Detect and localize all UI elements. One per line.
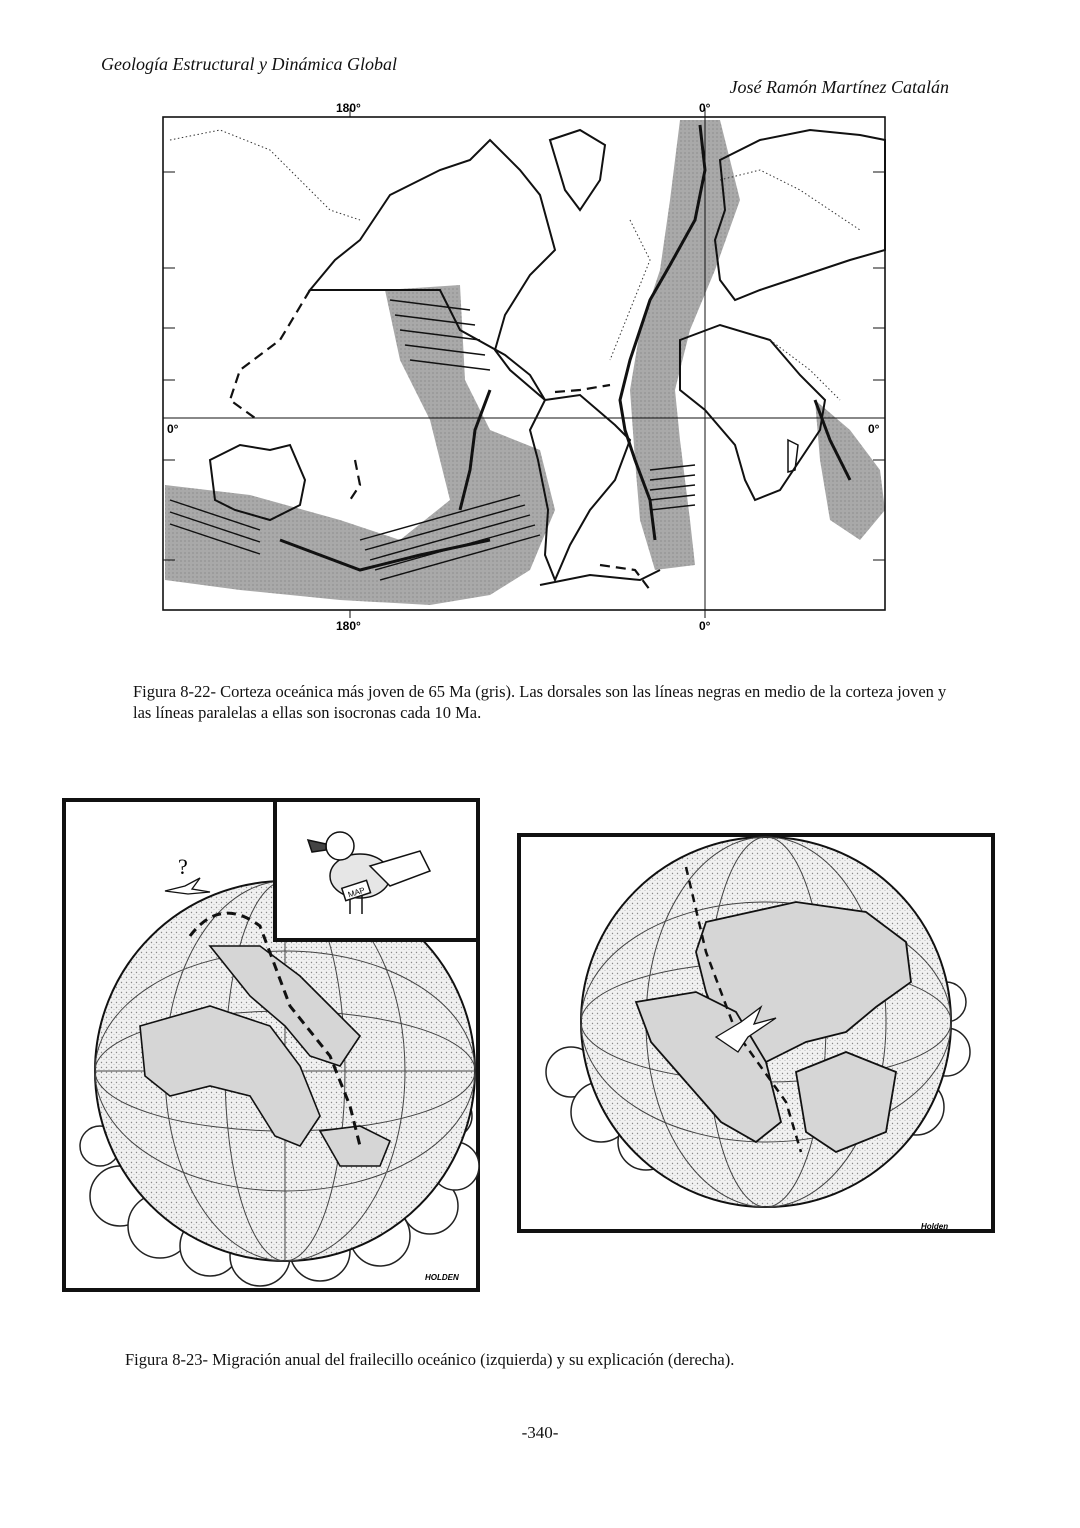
figure-8-22-caption: Figura 8-22- Corteza oceánica más joven de 65 Ma (gris). Las dorsales son las líneas negras en medio de la corteza joven y las líneas paralelas a ellas son isocronas cada 10 Ma. — [133, 682, 947, 722]
figure-8-23-right-panel — [516, 832, 996, 1242]
plate-boundary-pacific — [230, 290, 310, 418]
plate-boundary-caribbean — [555, 385, 610, 392]
puffin-migration-cartoon — [60, 796, 485, 1306]
signature-right: Holden — [921, 1222, 949, 1231]
coastline-africa-east — [770, 340, 840, 400]
map-sign-text: MAP — [346, 885, 367, 900]
figure-8-23-caption: Figura 8-23- Migración anual del frailecillo oceánico (izquierda) y su explicación (derecha). — [125, 1350, 735, 1369]
book-title: Geología Estructural y Dinámica Global — [101, 54, 397, 74]
tick-label-0-left: 0° — [167, 422, 179, 436]
africa-outline — [680, 325, 825, 500]
question-mark: ? — [178, 854, 188, 879]
page-number: -340- — [521, 1423, 559, 1442]
signature-left: HOLDEN — [425, 1273, 459, 1282]
tick-label-180-bottom: 180° — [336, 619, 361, 633]
figure-8-22-map — [160, 100, 890, 635]
plate-boundary-indian — [350, 460, 360, 500]
young-crust-indian — [815, 400, 885, 540]
continental-drift-explanation-cartoon — [516, 832, 996, 1242]
author-name: José Ramón Martínez Catalán — [729, 77, 949, 97]
greenland-outline — [550, 130, 605, 210]
tick-label-0-top: 0° — [699, 101, 711, 115]
coastline-asia — [170, 130, 360, 220]
tick-label-180-top: 180° — [336, 101, 361, 115]
figure-8-23-left-panel — [60, 796, 485, 1306]
young-crust-pacific — [165, 285, 555, 605]
madagascar-outline — [788, 440, 798, 472]
ocean-crust-map-svg — [160, 100, 890, 635]
tick-label-0-bottom: 0° — [699, 619, 711, 633]
coastline-europe — [720, 170, 860, 230]
tick-label-0-right: 0° — [868, 422, 880, 436]
eurasia-outline — [715, 130, 885, 300]
